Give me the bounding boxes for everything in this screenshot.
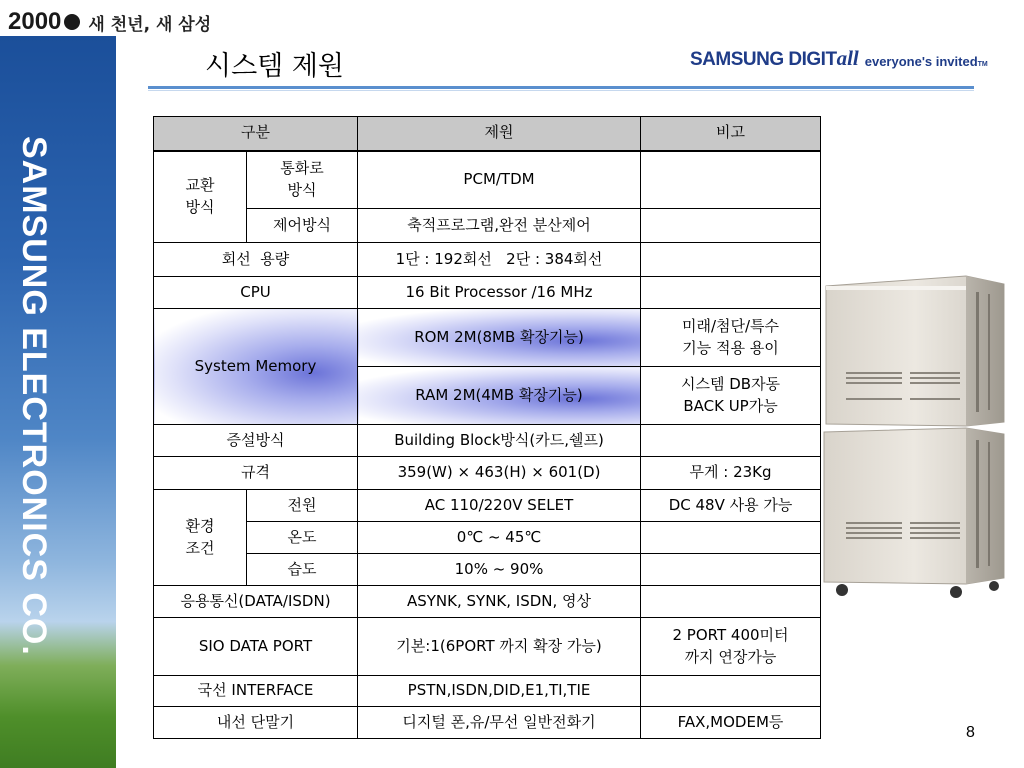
humidity-spec-cell: 10% ~ 90% — [358, 554, 641, 586]
brand-tagline — [865, 54, 988, 69]
table-row — [154, 277, 821, 309]
table-row — [154, 586, 821, 618]
page-title: 시스템 제원 — [205, 51, 344, 82]
trunk-label-cell: 국선 INTERFACE — [154, 676, 358, 707]
rom-spec-cell: ROM 2M(8MB 확장기능) — [358, 309, 641, 367]
table-row — [154, 425, 821, 457]
table-row — [154, 309, 821, 367]
table-row — [154, 457, 821, 490]
table-row — [154, 490, 821, 522]
datacomm-spec-cell: ASYNK, SYNK, ISDN, 영상 — [358, 586, 641, 618]
capacity-note-cell — [641, 243, 821, 277]
exchange-group-cell: 교환 방식 — [154, 151, 247, 243]
cpu-note-cell — [641, 277, 821, 309]
logo-slogan: 새 천년, 새 삼성 — [88, 14, 212, 35]
power-spec-cell: AC 110/220V SELET — [358, 490, 641, 522]
header-category: 구분 — [154, 117, 358, 151]
exchange-spec-cell: PCM/TDM — [358, 151, 641, 209]
table-row — [154, 707, 821, 739]
header-divider — [148, 86, 974, 89]
trunk-spec-cell: PSTN,ISDN,DID,E1,TI,TIE — [358, 676, 641, 707]
millennium-logo — [8, 8, 211, 36]
table-header-row — [154, 117, 821, 151]
system-cabinet-image — [806, 272, 1011, 608]
spec-table — [153, 116, 821, 739]
brand-all: all — [836, 46, 859, 70]
samsung-digitall-logo — [690, 46, 988, 71]
datacomm-label-cell: 응용통신(DATA/ISDN) — [154, 586, 358, 618]
exchange-note-cell — [641, 151, 821, 209]
header-note: 비고 — [641, 117, 821, 151]
logo-year: 2000 — [8, 8, 62, 35]
expansion-label-cell: 증설방식 — [154, 425, 358, 457]
expansion-note-cell — [641, 425, 821, 457]
cpu-label-cell: CPU — [154, 277, 358, 309]
logo-dot-icon — [64, 14, 80, 30]
humidity-note-cell — [641, 554, 821, 586]
trunk-note-cell — [641, 676, 821, 707]
temperature-note-cell — [641, 522, 821, 554]
ram-note-cell: 시스템 DB자동 BACK UP가능 — [641, 367, 821, 425]
extension-note-cell: FAX,MODEM등 — [641, 707, 821, 739]
table-row — [154, 522, 821, 554]
page-number: 8 — [966, 724, 975, 741]
power-note-cell: DC 48V 사용 가능 — [641, 490, 821, 522]
humidity-sub-cell: 습도 — [247, 554, 358, 586]
brand-name: SAMSUNG DIGIT — [690, 49, 837, 70]
datacomm-note-cell — [641, 586, 821, 618]
extension-spec-cell: 디지털 폰,유/무선 일반전화기 — [358, 707, 641, 739]
control-note-cell — [641, 209, 821, 243]
memory-group-cell: System Memory — [154, 309, 358, 425]
brand-tagline-text: everyone's invited — [864, 54, 978, 69]
power-sub-cell: 전원 — [247, 490, 358, 522]
capacity-label-cell: 회선 용량 — [154, 243, 358, 277]
extension-label-cell: 내선 단말기 — [154, 707, 358, 739]
dimensions-note-cell: 무게 : 23Kg — [641, 457, 821, 490]
ram-spec-cell: RAM 2M(4MB 확장기능) — [358, 367, 641, 425]
temperature-spec-cell: 0℃ ~ 45℃ — [358, 522, 641, 554]
sio-spec-cell: 기본:1(6PORT 까지 확장 가능) — [358, 618, 641, 676]
cpu-spec-cell: 16 Bit Processor /16 MHz — [358, 277, 641, 309]
exchange-sub-cell: 통화로 방식 — [247, 151, 358, 209]
environment-group-cell: 환경 조건 — [154, 490, 247, 586]
dimensions-spec-cell: 359(W) × 463(H) × 601(D) — [358, 457, 641, 490]
table-row — [154, 554, 821, 586]
sio-note-cell: 2 PORT 400미터 까지 연장가능 — [641, 618, 821, 676]
rom-note-cell: 미래/첨단/특수 기능 적용 용이 — [641, 309, 821, 367]
temperature-sub-cell: 온도 — [247, 522, 358, 554]
table-row — [154, 243, 821, 277]
sidebar-banner — [0, 36, 116, 768]
control-sub-cell: 제어방식 — [247, 209, 358, 243]
table-row — [154, 676, 821, 707]
table-row — [154, 151, 821, 209]
capacity-spec-cell: 1단 : 192회선 2단 : 384회선 — [358, 243, 641, 277]
brand-tm: TM — [977, 61, 988, 68]
table-row — [154, 209, 821, 243]
sidebar-company-name: SAMSUNG ELECTRONICS CO. — [15, 136, 53, 656]
header-spec: 제원 — [358, 117, 641, 151]
header-divider-shadow — [148, 90, 974, 91]
control-spec-cell: 축적프로그램,완전 분산제어 — [358, 209, 641, 243]
dimensions-label-cell: 규격 — [154, 457, 358, 490]
sio-label-cell: SIO DATA PORT — [154, 618, 358, 676]
table-row — [154, 618, 821, 676]
expansion-spec-cell: Building Block방식(카드,쉘프) — [358, 425, 641, 457]
